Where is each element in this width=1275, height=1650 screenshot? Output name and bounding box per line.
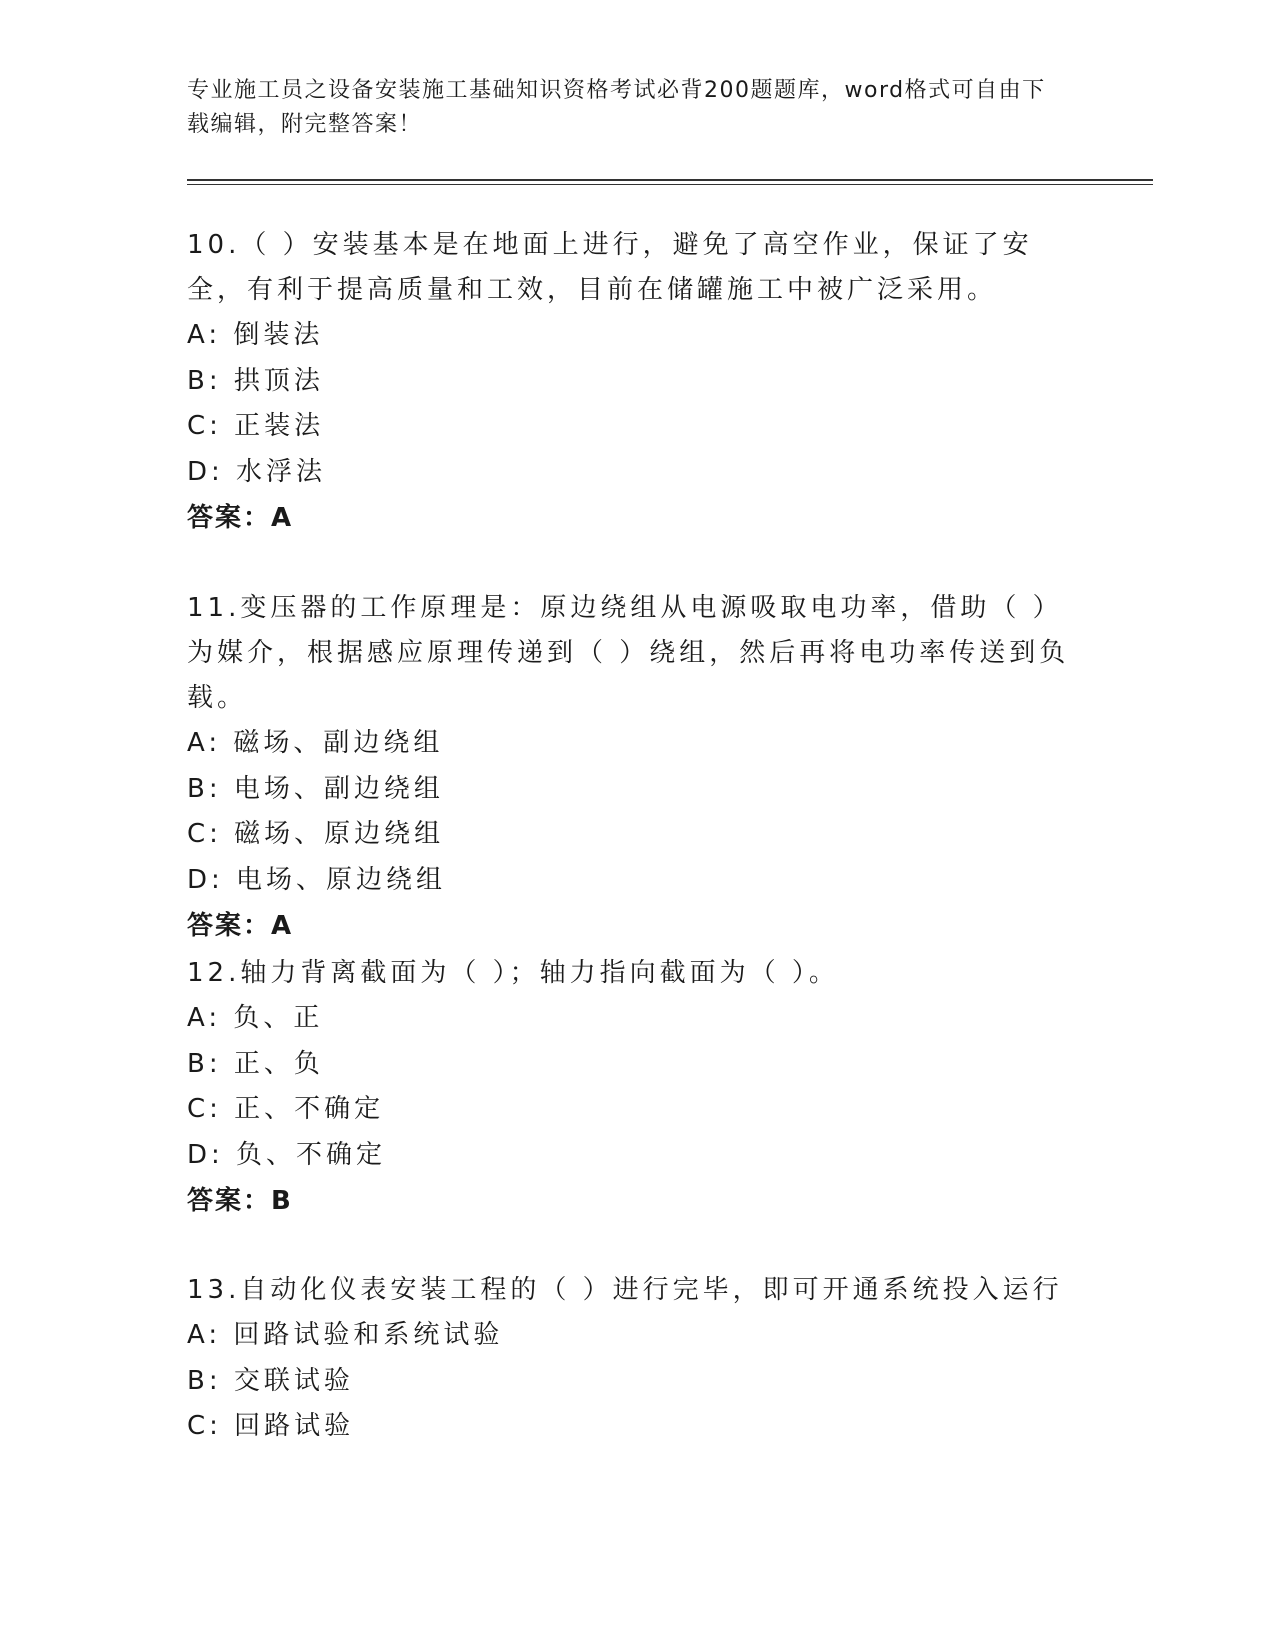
question-stem: 11.变压器的工作原理是：原边绕组从电源吸取电功率，借助（ ）为媒介，根据感应原理传递到（ ）绕组，然后再将电功率传送到负载。 <box>187 593 1070 713</box>
option-b: B: 正、负 <box>187 1048 324 1079</box>
option-c: C: 正、不确定 <box>187 1094 385 1124</box>
question-12 <box>187 951 1087 1224</box>
option-a: A: 回路试验和系统试验 <box>187 1320 504 1350</box>
question-10 <box>187 223 1087 541</box>
header-divider <box>187 179 1153 181</box>
option-b: B: 拱顶法 <box>187 365 324 396</box>
answer-line: 答案：B <box>187 1186 293 1216</box>
option-d: D: 负、不确定 <box>187 1139 387 1170</box>
header-divider-thin <box>187 184 1153 185</box>
option-b: B: 电场、副边绕组 <box>187 773 444 804</box>
option-a: A: 磁场、副边绕组 <box>187 728 444 758</box>
option-d: D: 电场、原边绕组 <box>187 864 447 895</box>
question-11 <box>187 586 1087 949</box>
answer-line: 答案：A <box>187 503 294 533</box>
answer-line: 答案：A <box>187 911 294 941</box>
option-d: D: 水浮法 <box>187 456 327 487</box>
option-b: B: 交联试验 <box>187 1365 354 1396</box>
option-c: C: 磁场、原边绕组 <box>187 819 445 849</box>
question-stem: 12.轴力背离截面为（ ）；轴力指向截面为（ ）。 <box>187 958 839 988</box>
option-c: C: 正装法 <box>187 411 325 441</box>
document-header: 专业施工员之设备安装施工基础知识资格考试必背200题题库，word格式可自由下载编辑，附完整答案！ <box>187 78 1046 137</box>
question-stem: 10.（ ）安装基本是在地面上进行，避免了高空作业，保证了安全，有利于提高质量和工效，目前在储罐施工中被广泛采用。 <box>187 230 1033 305</box>
option-a: A: 倒装法 <box>187 320 324 350</box>
option-c: C: 回路试验 <box>187 1411 355 1441</box>
question-stem: 13.自动化仪表安装工程的（ ）进行完毕，即可开通系统投入运行 <box>187 1275 1063 1305</box>
option-a: A: 负、正 <box>187 1003 324 1033</box>
question-13 <box>187 1268 1087 1450</box>
